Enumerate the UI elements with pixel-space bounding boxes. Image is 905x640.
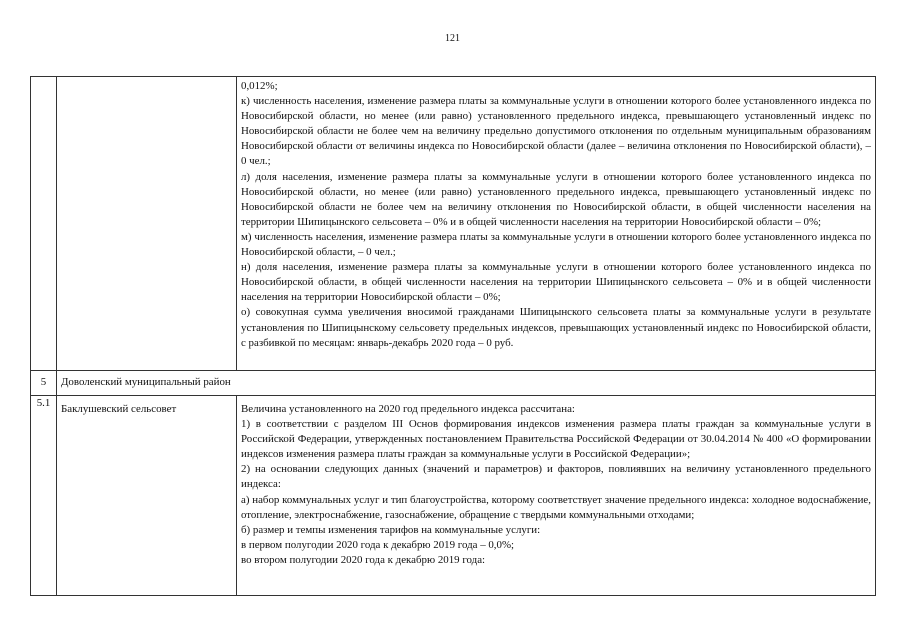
paragraph: н) доля населения, изменение размера платы за коммунальные услуги в отношении которого более установленного индекса по Новосибирской области, в общей численности населения на территории Шипицынского сельсовета – 0% и в общей численности населения на территории Новосибирской области – 0%; bbox=[241, 261, 871, 304]
paragraph: а) набор коммунальных услуг и тип благоустройства, которому соответствует значение предельного индекса: холодное водоснабжение, отопление, электроснабжение, газоснабжение, обращение с твердыми коммунальными отходами; bbox=[241, 493, 871, 521]
row-number-cell: 5.1 bbox=[31, 396, 57, 596]
paragraph: 0,012%; bbox=[241, 80, 278, 92]
row-text-cell bbox=[237, 396, 876, 596]
paragraph: б) размер и темпы изменения тарифов на коммунальные услуги: bbox=[241, 523, 541, 536]
paragraph: Величина установленного на 2020 год предельного индекса рассчитана: bbox=[241, 403, 575, 415]
paragraph: л) доля населения, изменение размера платы за коммунальные услуги в отношении которого более установленного индекса по Новосибирской области, но менее (или равно) установленного предельного индекса, превышающего установленный индекс по Новосибирской области не более чем на величину отклонения по Новосибирской области, в общей численности населения на территории Шипицынского сельсовета – 0% и в общей численности населения на территории Новосибирской области – 0%; bbox=[241, 170, 871, 228]
document-table bbox=[30, 76, 876, 596]
row-name-cell: Баклушевский сельсовет bbox=[57, 396, 237, 596]
table-row bbox=[31, 371, 876, 396]
paragraph: к) численность населения, изменение размера платы за коммунальные услуги в отношении которого более установленного индекса по Новосибирской области, но менее (или равно) установленного предельного индекса, превышающего установленный индекс по Новосибирской области не более чем на величину предельно допустимого отклонения по отдельным муниципальным образованиям Новосибирской области от величины индекса по Новосибирской области (далее – величина отклонения по Новосибирской области), – 0 чел.; bbox=[241, 95, 871, 168]
paragraph: 2) на основании следующих данных (значений и параметров) и факторов, повлиявших на величину установленного предельного индекса: bbox=[241, 463, 871, 491]
row-number-cell: 5 bbox=[31, 371, 57, 396]
paragraph: в первом полугодии 2020 года к декабрю 2019 года – 0,0%; bbox=[241, 538, 515, 551]
page-number: 121 bbox=[445, 33, 460, 44]
row-number-cell bbox=[31, 77, 57, 371]
paragraph: м) численность населения, изменение размера платы за коммунальные услуги в отношении которого более установленного индекса по Новосибирской области, – 0 чел.; bbox=[241, 230, 871, 259]
paragraph: о) совокупная сумма увеличения вносимой гражданами Шипицынского сельсовета платы за коммунальные услуги в результате установления по Шипицынскому сельсовету предельных индексов, превышающих установленный индекс по Новосибирской области, с разбивкой по месяцам: январь-декабрь 2020 года – 0 руб. bbox=[241, 306, 871, 349]
row-name-cell bbox=[57, 77, 237, 371]
table-row bbox=[31, 396, 876, 596]
section-title-cell: Доволенский муниципальный район bbox=[57, 371, 876, 396]
paragraph: 1) в соответствии с разделом III Основ формирования индексов изменения размера платы граждан за коммунальные услуги в Российской Федерации, утвержденных постановлением Правительства Российской Федерации от 30.04.2014 № 400 «О формировании индексов изменения размера платы граждан за коммунальные услуги в Российской Федерации»; bbox=[241, 418, 871, 461]
paragraph: во втором полугодии 2020 года к декабрю 2019 года: bbox=[241, 553, 486, 566]
table-row bbox=[31, 77, 876, 371]
row-text-cell bbox=[237, 77, 876, 371]
